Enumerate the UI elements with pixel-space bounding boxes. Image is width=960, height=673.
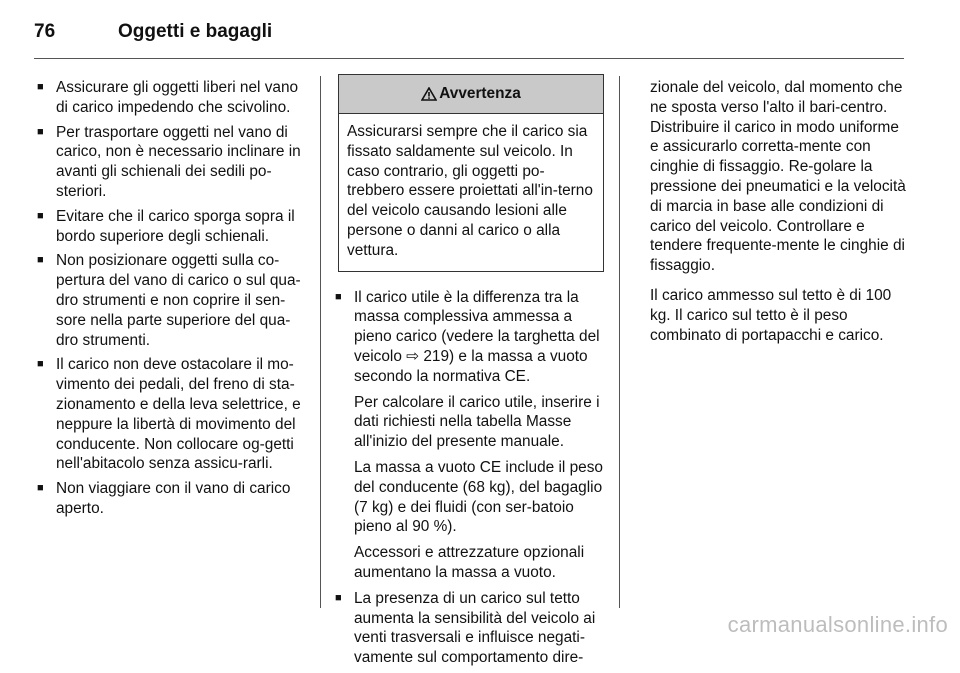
paragraph: Accessori e attrezzature opzionali aumentano la massa a vuoto. [354,544,585,581]
column-divider-1 [320,76,321,608]
warning-box [338,74,604,272]
column-divider-2 [619,76,620,608]
paragraph: Il carico ammesso sul tetto è di 100 kg. Il carico sul tetto è il peso combinato di portapacchi e carico. [650,286,892,344]
column-2 [334,78,606,673]
watermark: carmanualsonline.info [727,612,948,637]
page-number: 76 [34,21,56,42]
list-item: ■ Non viaggiare con il vano di carico aperto. [36,479,306,519]
paragraph: zionale del veicolo, dal momento che ne sposta verso l'alto il bari-centro. Distribuire il carico in modo uniforme e assicurarlo corretta-mente con cinghie di fissaggio. Re-golare la pressione dei pneumatici e la velocità di marcia in base alle condizioni di carico del veicolo. Controllare e tendere frequente-mente le cinghie di fissaggio. [650,79,906,275]
warning-title: Avvertenza [439,85,521,103]
list-item: ■ Non posizionare oggetti sulla co-pertura del vano di carico o sul qua-dro strumenti e non coprire il sen-sore nella parte superiore del qua-dro strumenti. [36,251,306,350]
header-rule [34,58,904,59]
page-title: Oggetti e bagagli [118,21,273,42]
list-item [334,288,606,583]
list-item: ■ La presenza di un carico sul tetto aumenta la sensibilità del veicolo ai venti trasversali e influisce negati-vamente sul comportamento dire- [334,589,606,668]
paragraph: ■ Il carico utile è la differenza tra la massa complessiva ammessa a pieno carico (vedere la targhetta del veicolo ⇨ 219) e la massa a vuoto secondo la normativa CE. [354,288,600,385]
column-1 [36,78,306,524]
list-item: ■ Per trasportare oggetti nel vano di carico, non è necessario inclinare in avanti gli schienali dei sedili po-steriori. [36,123,306,202]
paragraph: La massa a vuoto CE include il peso del conducente (68 kg), del bagaglio (7 kg) e dei fluidi (con ser-batoio pieno al 90 %). [354,458,603,536]
list-item: ■ Il carico non deve ostacolare il mo-vimento dei pedali, del freno di sta-zionamento e della leva selettrice, e neppure la libertà di movimento del conducente. Non collocare og-getti nell'abitacolo senza assicu-rarli. [36,355,306,474]
page-header [34,14,272,50]
warning-text: Assicurarsi sempre che il carico sia fissato saldamente sul veicolo. In caso contrario, gli oggetti po-trebbero essere proiettati all'in-terno del veicolo causando lesioni alle persone o danni al carico o alla vettura. [347,123,593,259]
bullet-list [334,288,606,668]
warning-header [339,75,603,114]
bullet-list [36,78,306,519]
list-item: ■ Evitare che il carico sporga sopra il bordo superiore degli schienali. [36,207,306,247]
column-3 [650,78,906,351]
warning-triangle-icon [421,87,437,101]
paragraph: Per calcolare il carico utile, inserire i dati richiesti nella tabella Masse all'inizio del presente manuale. [354,393,600,451]
list-item: ■ Assicurare gli oggetti liberi nel vano di carico impedendo che scivolino. [36,78,306,118]
